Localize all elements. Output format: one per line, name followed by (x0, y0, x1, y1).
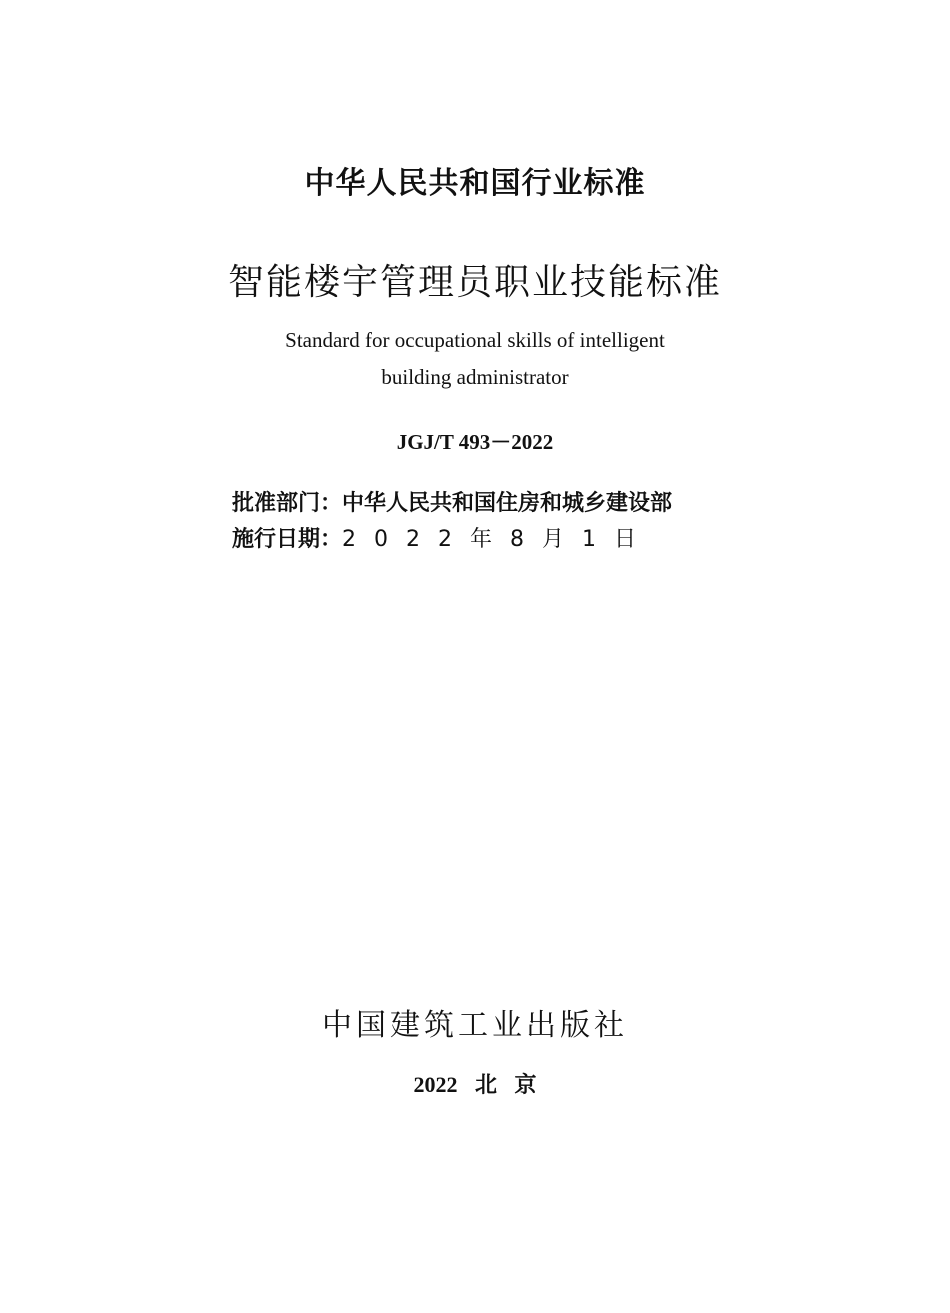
page-title: 智能楼宇管理员职业技能标准 (227, 262, 722, 303)
effective-date-row (232, 522, 654, 553)
english-title-line-2: building administrator (381, 365, 569, 389)
english-title-line-1: Standard for occupational skills of intelligent (285, 328, 665, 352)
publication-year-place: 2022 北 京 (413, 1072, 537, 1097)
effective-date-value: 2022年8月1日 (342, 527, 654, 552)
standard-category: 中华人民共和国行业标准 (304, 166, 646, 201)
publisher-name: 中国建筑工业出版社 (322, 1008, 628, 1043)
approval-department-row (232, 486, 672, 517)
standard-code: JGJ/T 493－2022 (396, 430, 554, 454)
approval-department-label: 批准部门： (232, 491, 343, 516)
approval-department-value: 中华人民共和国住房和城乡建设部 (342, 491, 673, 516)
effective-date-label: 施行日期： (232, 527, 343, 552)
